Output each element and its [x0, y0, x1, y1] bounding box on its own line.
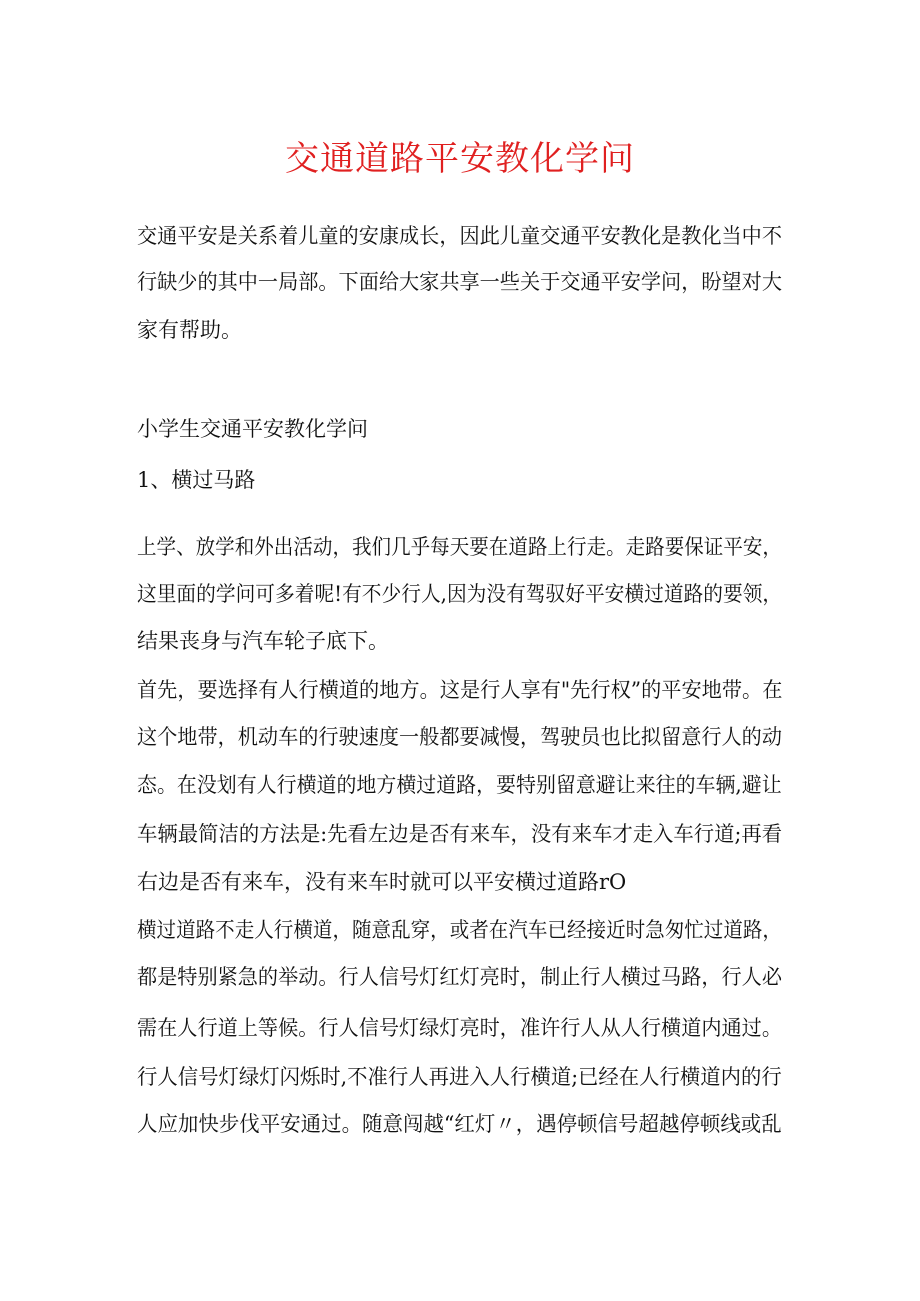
- para3-line-4: 行人信号灯绿灯闪烁时,不准行人再进入人行横道;已经在人行横道内的行: [137, 1065, 782, 1089]
- intro-line-1: 交通平安是关系着儿童的安康成长，因此儿童交通平安教化是教化当中不: [137, 224, 782, 248]
- section-heading: 小学生交通平安教化学问: [137, 417, 368, 441]
- para1-line-2: 这里面的学问可多着呢!有不少行人,因为没有驾驭好平安横过道路的要领，: [137, 582, 783, 606]
- para2-line-4: 车辆最简洁的方法是:先看左边是否有来车，没有来车才走入车行道;再看: [137, 822, 783, 846]
- para1-line-3: 结果丧身与汽车轮子底下。: [137, 629, 389, 653]
- para2-line-3: 态。在没划有人行横道的地方横过道路，要特别留意避让来往的车辆,避让: [137, 773, 782, 797]
- para2-line-1: 首先，要选择有人行横道的地方。这是行人享有"先行权”的平安地带。在: [137, 678, 783, 702]
- intro-line-3: 家有帮助。: [137, 318, 242, 342]
- para3-line-3: 需在人行道上等候。行人信号灯绿灯亮时，准许行人从人行横道内通过。: [137, 1016, 782, 1040]
- para1-line-1: 上学、放学和外出活动，我们几乎每天要在道路上行走。走路要保证平安，: [137, 535, 782, 559]
- intro-line-2: 行缺少的其中一局部。下面给大家共享一些关于交通平安学问，盼望对大: [137, 270, 782, 294]
- para2-line-5: 右边是否有来车，没有来车时就可以平安横过道路rO: [137, 870, 627, 894]
- para3-line-5: 人应加快步伐平安通过。随意闯越“红灯〃，遇停顿信号超越停顿线或乱: [137, 1112, 782, 1136]
- document-title: 交通道路平安教化学问: [285, 139, 635, 179]
- para3-line-1: 横过道路不走人行横道，随意乱穿，或者在汽车已经接近时急匆忙过道路，: [137, 918, 782, 942]
- subheading: 1、横过马路: [137, 468, 256, 492]
- para2-line-2: 这个地带，机动车的行驶速度一般都要减慢，驾驶员也比拟留意行人的动: [137, 725, 782, 749]
- para3-line-2: 都是特别紧急的举动。行人信号灯红灯亮时，制止行人横过马路，行人必: [137, 965, 782, 989]
